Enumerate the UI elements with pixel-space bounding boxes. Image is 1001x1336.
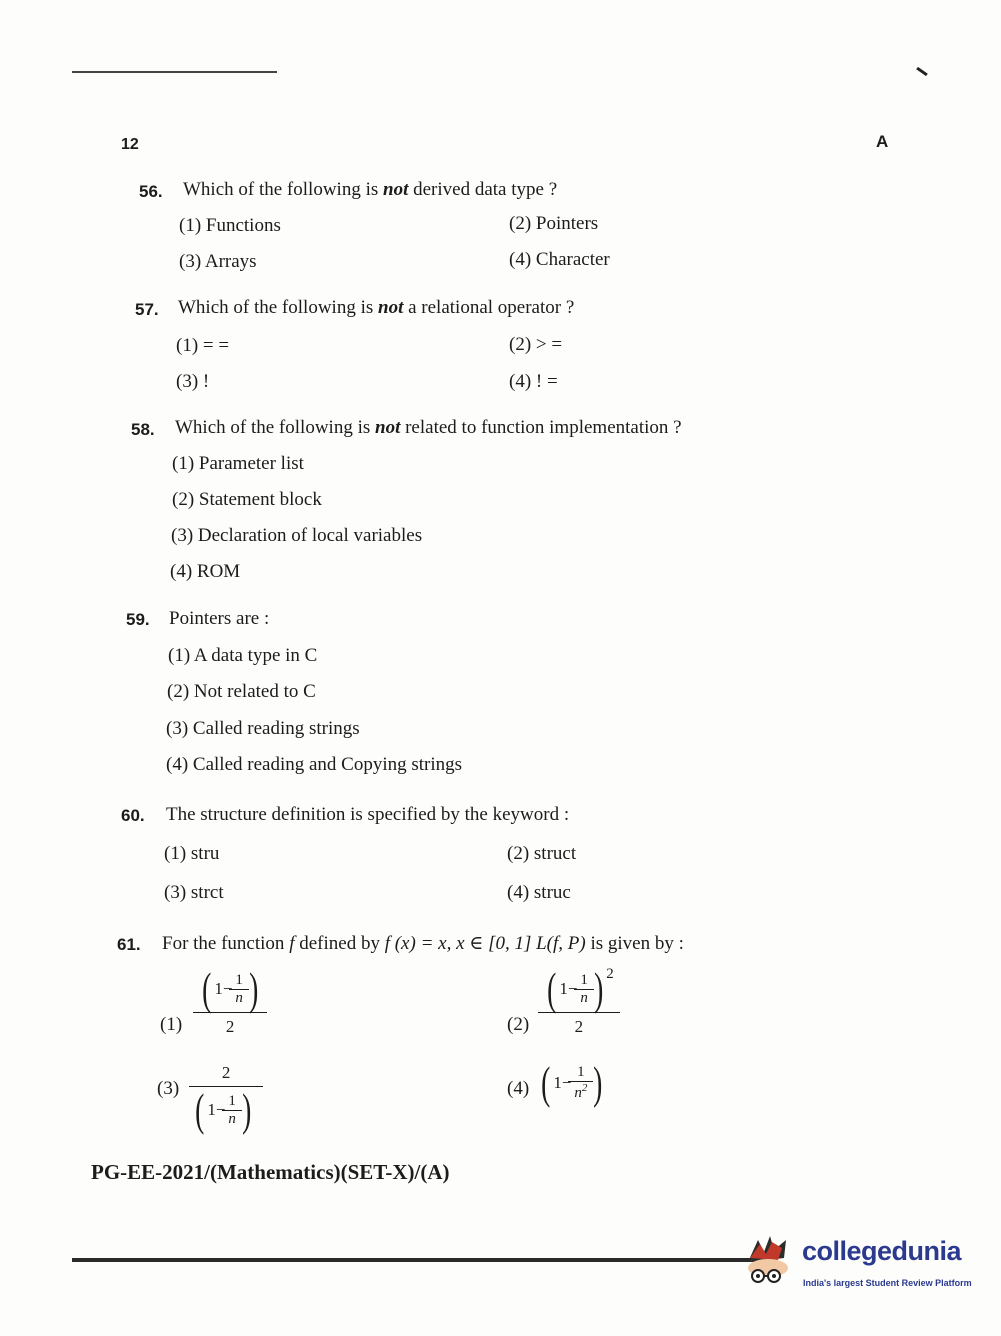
question-text: Which of the following is not related to function implementation ? bbox=[175, 417, 682, 438]
option: (3) Called reading strings bbox=[166, 718, 360, 739]
option: (1) = = bbox=[176, 335, 230, 356]
option-4-expression: ( 1 − $\frac{1}{n^2}$ ) bbox=[541, 1057, 603, 1108]
option: (2) struct bbox=[507, 843, 577, 864]
option: (1) Parameter list bbox=[172, 453, 304, 474]
bottom-rule bbox=[72, 1258, 762, 1262]
question-number: 59. bbox=[126, 610, 150, 629]
option: (1) A data type in C bbox=[168, 645, 318, 666]
paper-code: PG-EE-2021/(Mathematics)(SET-X)/(A) bbox=[91, 1160, 450, 1184]
option: (3) Declaration of local variables bbox=[171, 525, 423, 546]
question-text: Which of the following is not derived data type ? bbox=[183, 179, 558, 200]
question-number: 58. bbox=[131, 420, 155, 439]
top-rule bbox=[72, 71, 277, 73]
option: (4) ROM bbox=[170, 561, 241, 582]
option: (4) Character bbox=[509, 249, 610, 270]
set-letter: A bbox=[876, 132, 889, 151]
option: (2) > = bbox=[509, 334, 563, 355]
logo-wordmark: collegedunia bbox=[802, 1236, 962, 1266]
question-text: For the function f defined by f (x) = x, x ∈ [0, 1] L(f, P) is given by : bbox=[162, 933, 684, 954]
question-text: Which of the following is not a relational operator ? bbox=[178, 297, 575, 318]
option: (2) Not related to C bbox=[167, 681, 316, 702]
option-label: (3) bbox=[157, 1078, 180, 1099]
corner-mark bbox=[916, 67, 928, 76]
option: (2) Pointers bbox=[509, 213, 599, 234]
option: (4) ! = bbox=[509, 371, 558, 392]
option: (2) Statement block bbox=[172, 489, 322, 510]
question-text: The structure definition is specified by the keyword : bbox=[166, 804, 570, 825]
question-number: 56. bbox=[139, 182, 163, 201]
question-text: Pointers are : bbox=[169, 608, 270, 629]
option: (1) Functions bbox=[179, 215, 281, 236]
mascot-icon bbox=[742, 1232, 800, 1296]
option-3-expression: 2 ( 1 − $\frac{1}{n}$ ) bbox=[192, 1063, 260, 1133]
option: (3) strct bbox=[164, 882, 224, 903]
logo-tagline: India's largest Student Review Platform bbox=[803, 1278, 972, 1288]
option-2-expression: ( 1 − $\frac{1}{n}$ ) 2 2 bbox=[541, 966, 617, 1037]
option: (3) Arrays bbox=[179, 251, 257, 272]
option: (4) Called reading and Copying strings bbox=[166, 754, 463, 775]
option-label: (2) bbox=[507, 1014, 530, 1035]
question-number: 57. bbox=[135, 300, 159, 319]
page-number: 12 bbox=[121, 136, 139, 153]
question-number: 61. bbox=[117, 935, 141, 954]
question-number: 60. bbox=[121, 806, 145, 825]
option: (4) struc bbox=[507, 882, 571, 903]
option-label: (1) bbox=[160, 1014, 183, 1035]
option: (1) stru bbox=[164, 843, 220, 864]
option-label: (4) bbox=[507, 1078, 530, 1099]
collegedunia-logo[interactable] bbox=[742, 1232, 974, 1296]
option: (3) ! bbox=[176, 371, 210, 392]
option-1-expression: ( 1 − $\frac{1}{n}$ ) 2 bbox=[196, 966, 264, 1037]
